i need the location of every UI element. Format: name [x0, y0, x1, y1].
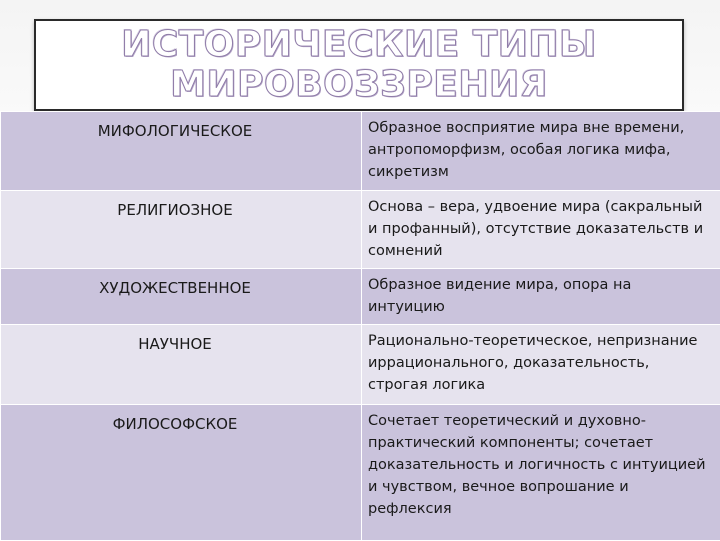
type-cell: РЕЛИГИОЗНОЕ: [1, 191, 362, 269]
type-cell: ФИЛОСОФСКОЕ: [1, 405, 362, 541]
table-row: [1, 269, 720, 325]
description-cell: Рационально-теоретическое, непризнание иррационального, доказательность, строгая логика: [362, 325, 720, 405]
description-cell: Образное видение мира, опора на интуицию: [362, 269, 720, 325]
title-box: [34, 19, 684, 111]
table-row: [1, 112, 720, 191]
type-cell: МИФОЛОГИЧЕСКОЕ: [1, 112, 362, 191]
title-line-1: ИСТОРИЧЕСКИЕ ТИПЫ: [121, 25, 597, 65]
worldview-types-table: [0, 111, 720, 541]
type-cell: НАУЧНОЕ: [1, 325, 362, 405]
table-row: [1, 191, 720, 269]
description-cell: Образное восприятие мира вне времени, антропоморфизм, особая логика мифа, сикретизм: [362, 112, 720, 191]
table-row: [1, 325, 720, 405]
table-row: [1, 405, 720, 541]
title-line-2: МИРОВОЗЗРЕНИЯ: [170, 65, 548, 105]
type-cell: ХУДОЖЕСТВЕННОЕ: [1, 269, 362, 325]
description-cell: Сочетает теоретический и духовно-практический компоненты; сочетает доказательность и логичность с интуицией и чувством, вечное вопрошание и рефлексия: [362, 405, 720, 541]
description-cell: Основа – вера, удвоение мира (сакральный и профанный), отсутствие доказательств и сомнений: [362, 191, 720, 269]
